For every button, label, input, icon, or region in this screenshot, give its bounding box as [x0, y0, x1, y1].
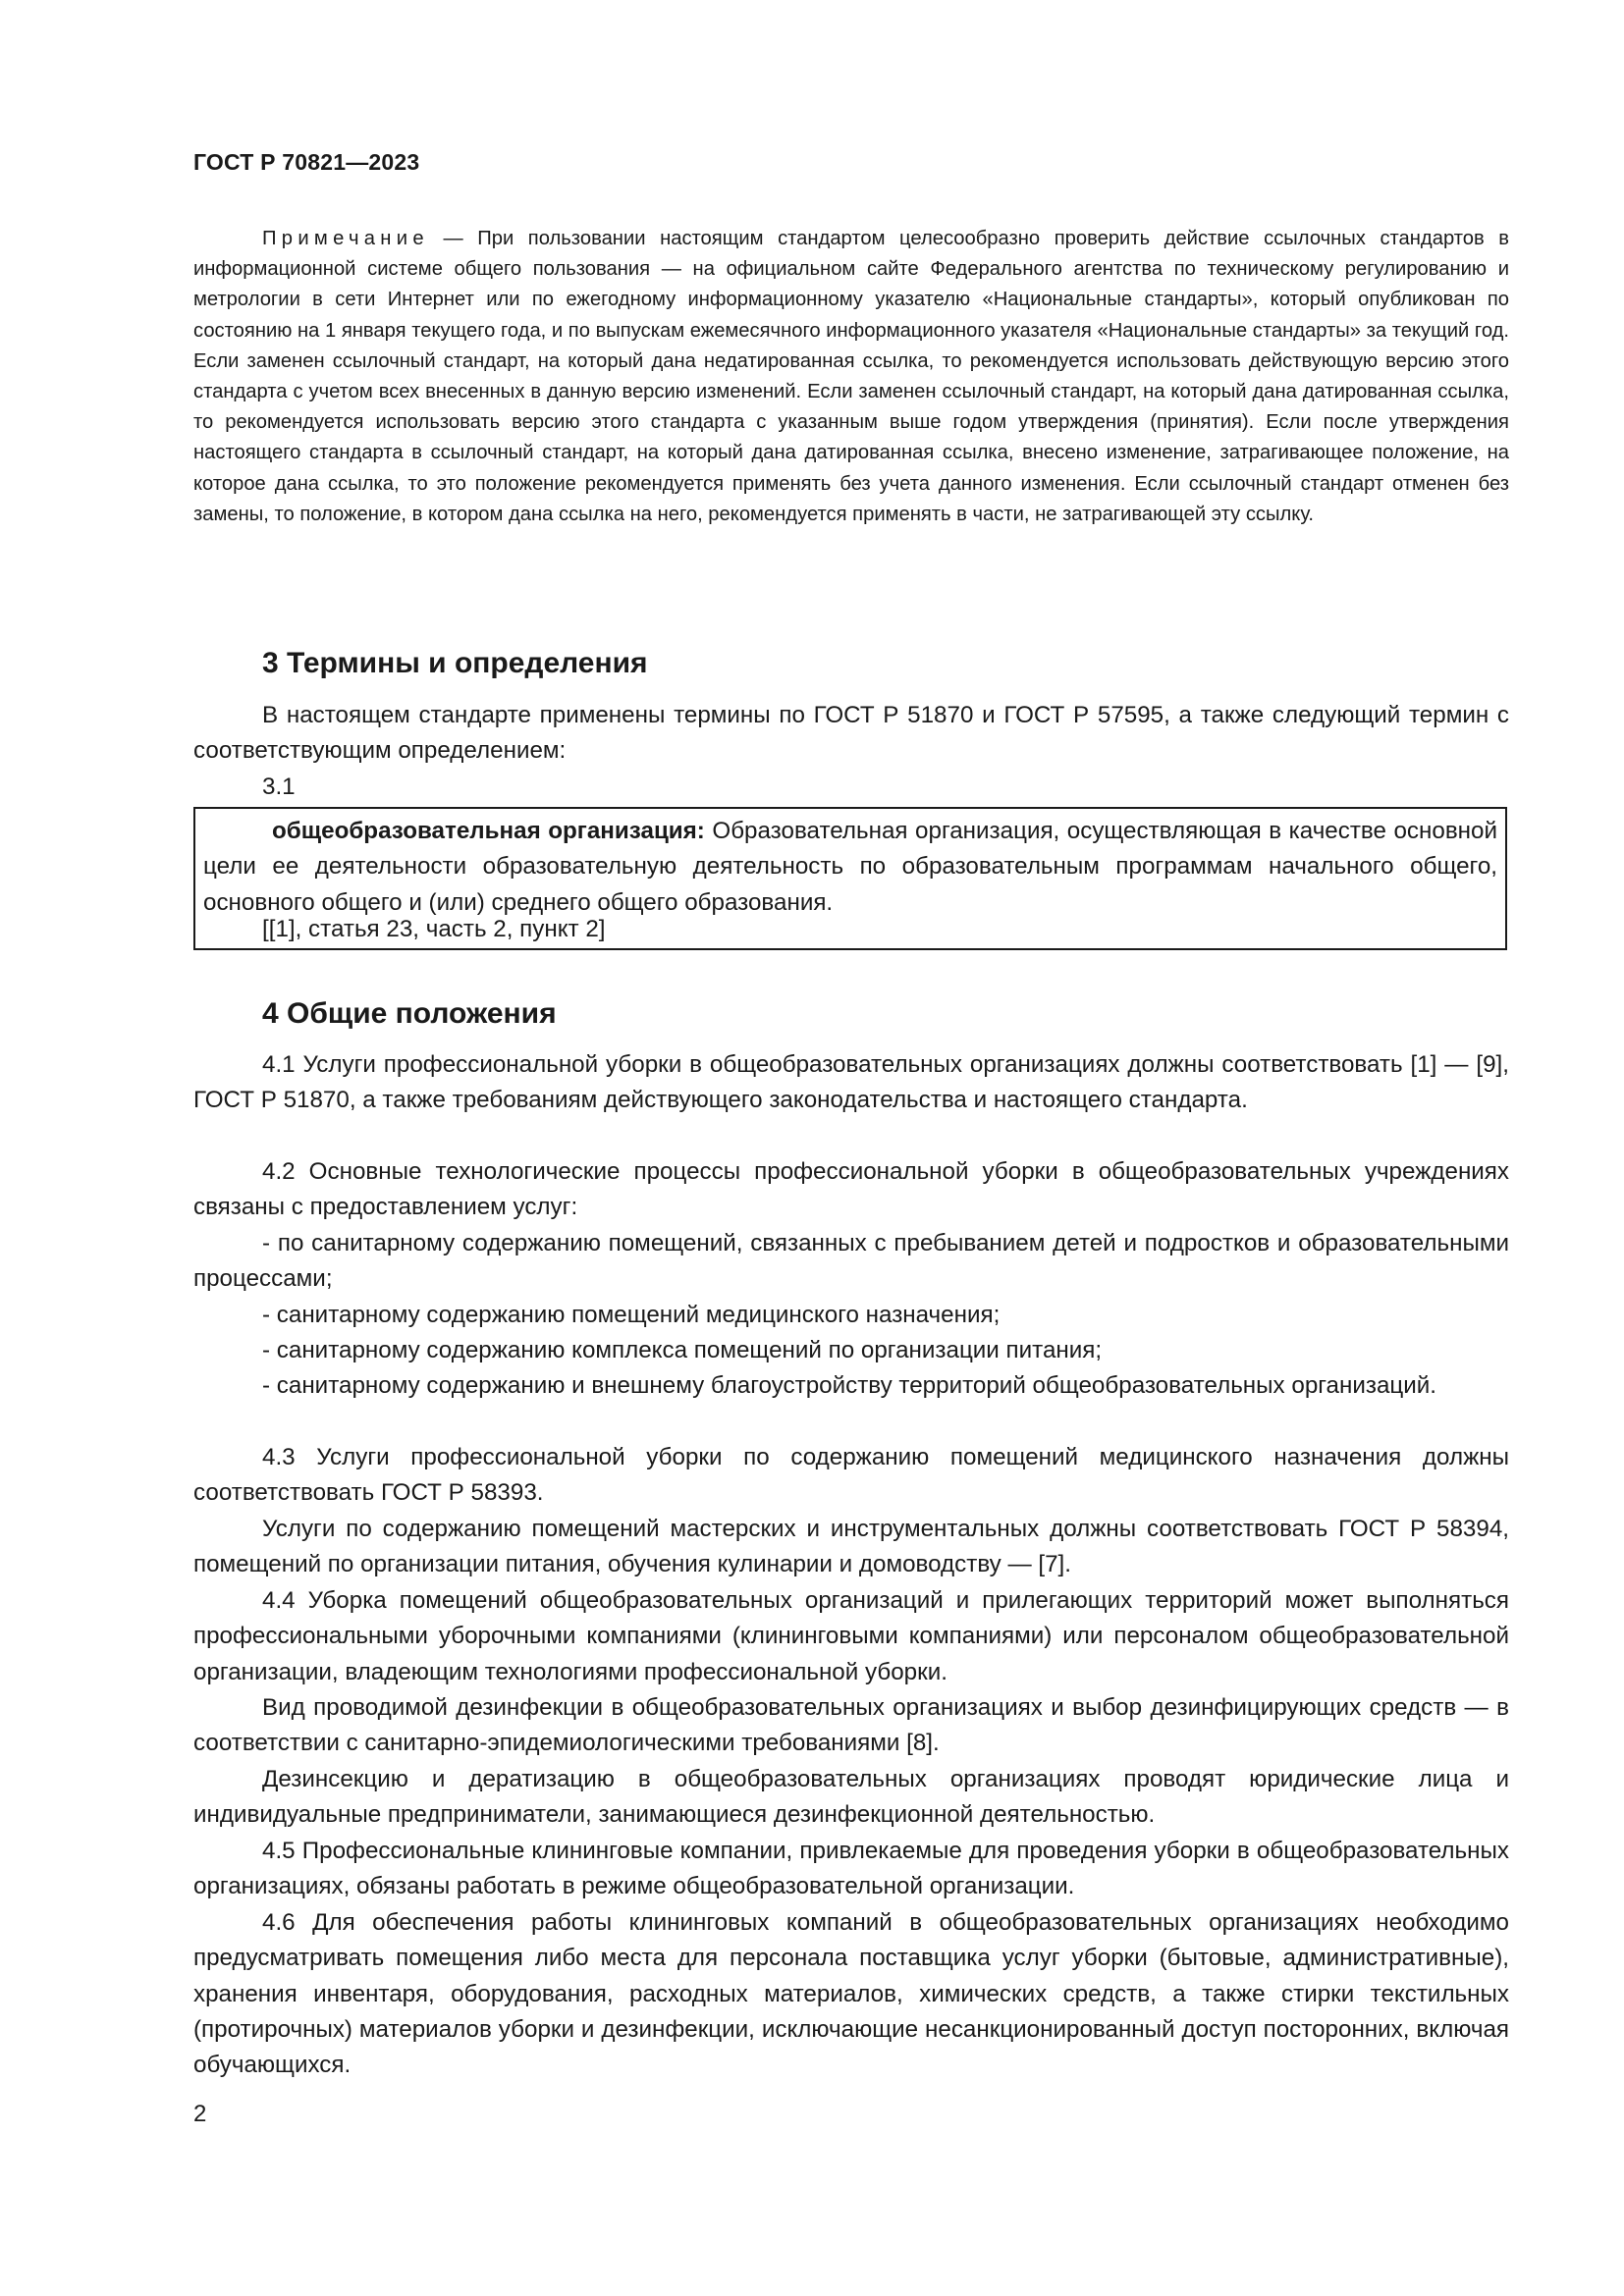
list-item: - по санитарному содержанию помещений, связанных с пребыванием детей и подростков и образовательными процессами;: [193, 1230, 1509, 1293]
note-label: Примечание: [262, 228, 429, 249]
term-number: 3.1: [262, 774, 296, 800]
section-3-intro: В настоящем стандарте применены термины по ГОСТ Р 51870 и ГОСТ Р 57595, а также следующий термин с соответствующим определением:: [193, 702, 1509, 765]
list-item: - санитарному содержанию комплекса помещений по организации питания;: [262, 1337, 1103, 1363]
paragraph-4-1: 4.1 Услуги профессиональной уборки в общеобразовательных организациях должны соответствовать [1] — [9], ГОСТ Р 51870, а также требованиям действующего законодательства и настоящего стандарта.: [193, 1051, 1509, 1114]
term-name: общеобразовательная организация:: [272, 818, 705, 844]
list-item: - санитарному содержанию и внешнему благоустройству территорий общеобразовательных организаций.: [262, 1372, 1437, 1399]
paragraph-4-4-b: Вид проводимой дезинфекции в общеобразовательных организациях и выбор дезинфицирующих средств — в соответствии с санитарно-эпидемиологическими требованиями [8].: [193, 1694, 1509, 1757]
section-3-title: 3 Термины и определения: [262, 647, 648, 679]
list-item: - санитарному содержанию помещений медицинского назначения;: [262, 1302, 1001, 1328]
reference-note: [193, 224, 1509, 530]
paragraph-4-3: 4.3 Услуги профессиональной уборки по содержанию помещений медицинского назначения должны соответствовать ГОСТ Р 58393.: [193, 1444, 1509, 1507]
paragraph-4-5: 4.5 Профессиональные клининговые компании, привлекаемые для проведения уборки в общеобразовательных организациях, обязаны работать в режиме общеобразовательной организации.: [193, 1838, 1509, 1900]
paragraph-4-6: 4.6 Для обеспечения работы клининговых компаний в общеобразовательных организациях необходимо предусматривать помещения либо места для персонала поставщика услуг уборки (бытовые, административные), хранения инвентаря, оборудования, расходных материалов, химических средств, а также стирки текстильных (протирочных) материалов уборки и дезинфекции, исключающие несанкционированный доступ посторонних, включая обучающихся.: [193, 1909, 1509, 2079]
paragraph-4-3-b: Услуги по содержанию помещений мастерских и инструментальных должны соответствовать ГОСТ Р 58394, помещений по организации питания, обучения кулинарии и домоводству — [7].: [193, 1516, 1509, 1578]
term-definition-text: Образовательная организация, осуществляющая в качестве основной цели ее деятельности образовательную деятельность по образовательным программам начального общего, основного общего и (или) среднего общего образования.: [203, 818, 1497, 916]
note-text: — При пользовании настоящим стандартом целесообразно проверить действие ссылочных стандартов в информационной системе общего пользования — на официальном сайте Федерального агентства по техническому регулированию и метрологии в сети Интернет или по ежегодному информационному указателю «Национальные стандарты», который опубликован по состоянию на 1 января текущего года, и по выпускам ежемесячного информационного указателя «Национальные стандарты» за текущий год. Если заменен ссылочный стандарт, на который дана недатированная ссылка, то рекомендуется использовать действующую версию этого стандарта с учетом всех внесенных в данную версию изменений. Если заменен ссылочный стандарт, на который дана датированная ссылка, то рекомендуется использовать версию этого стандарта с указанным выше годом утверждения (принятия). Если после утверждения настоящего стандарта в ссылочный стандарт, на который дана датированная ссылка, внесено изменение, затрагивающее положение, на которое дана ссылка, то это положение рекомендуется применять без учета данного изменения. Если ссылочный стандарт отменен без замены, то положение, в котором дана ссылка на него, рекомендуется применять в части, не затрагивающей эту ссылку.: [193, 228, 1509, 525]
section-4-title: 4 Общие положения: [262, 997, 557, 1030]
paragraph-4-4-c: Дезинсекцию и дератизацию в общеобразовательных организациях проводят юридические лица и индивидуальные предприниматели, занимающиеся дезинфекционной деятельностью.: [193, 1766, 1509, 1829]
page-number: 2: [193, 2101, 207, 2127]
term-source: [[1], статья 23, часть 2, пункт 2]: [262, 916, 606, 942]
paragraph-4-2: 4.2 Основные технологические процессы профессиональной уборки в общеобразовательных учреждениях связаны с предоставлением услуг:: [193, 1158, 1509, 1221]
term-definition: [203, 814, 1497, 921]
paragraph-4-4: 4.4 Уборка помещений общеобразовательных организаций и прилегающих территорий может выполняться профессиональными уборочными компаниями (клининговыми компаниями) или персоналом общеобразовательной организации, владеющим технологиями профессиональной уборки.: [193, 1587, 1509, 1685]
document-header: ГОСТ Р 70821—2023: [193, 149, 420, 175]
